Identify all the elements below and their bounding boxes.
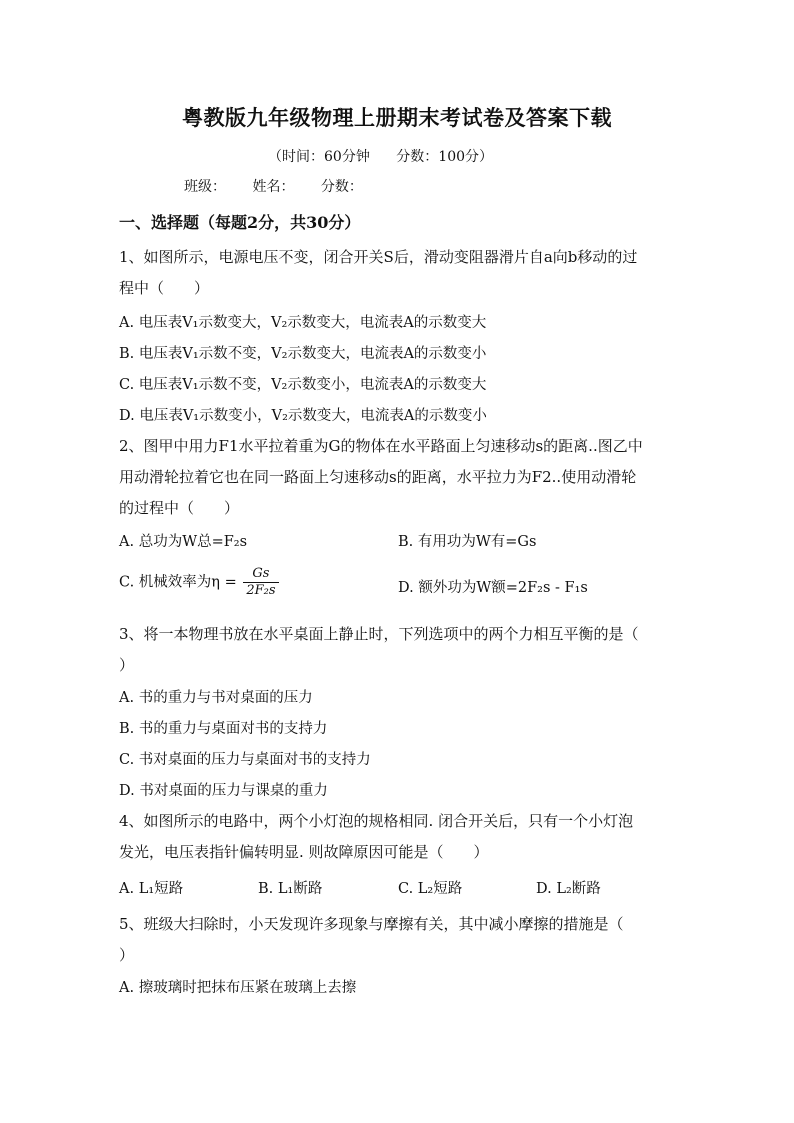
exam-time: （时间：60分钟 (268, 149, 370, 165)
question-2-line-1: 2、图甲中用力F1水平拉着重为G的物体在水平路面上匀速移动s的距离..图乙中 (119, 437, 643, 455)
fraction-denominator: 2F₂s (246, 583, 276, 598)
question-2-option-c (119, 566, 279, 599)
fraction-numerator: Gs (243, 566, 278, 583)
question-2-option-a: A. 总功为W总=F₂s (119, 534, 248, 550)
question-3-line-1: 3、将一本物理书放在水平桌面上静止时，下列选项中的两个力相互平衡的是（ (119, 625, 639, 643)
question-4-line-1: 4、如图所示的电路中，两个小灯泡的规格相同. 闭合开关后，只有一个小灯泡 (119, 812, 634, 830)
question-1-line-1: 1、如图所示，电源电压不变，闭合开关S后，滑动变阻器滑片自a向b移动的过 (119, 248, 638, 266)
class-label: 班级： (184, 179, 226, 195)
question-2-option-b: B. 有用功为W有=Gs (398, 534, 537, 550)
question-2-option-d: D. 额外功为W额=2F₂s - F₁s (398, 580, 588, 596)
student-info (184, 176, 385, 196)
score-label: 分数： (320, 179, 363, 195)
question-2-option-c-text: C. 机械效率为η = (119, 574, 237, 591)
question-2-line-3: 的过程中（ ） (119, 499, 240, 517)
question-5-line-2: ） (119, 946, 135, 964)
question-2-line-2: 用动滑轮拉着它也在同一路面上匀速移动s的距离，水平拉力为F2..使用动滑轮 (119, 468, 637, 486)
question-1-option-b: B. 电压表V₁示数不变，V₂示数变大，电流表A的示数变小 (119, 346, 487, 362)
question-5-option-a: A. 擦玻璃时把抹布压紧在玻璃上去擦 (119, 980, 357, 996)
efficiency-fraction (243, 566, 278, 599)
page-title: 粤教版九年级物理上册期末考试卷及答案下载 (182, 105, 612, 130)
question-4-option-d: D. L₂断路 (536, 881, 601, 897)
question-4-option-a: A. L₁短路 (119, 881, 184, 897)
question-1-line-2: 程中（ ） (119, 279, 210, 297)
exam-time-score (268, 146, 515, 166)
exam-total-score: 分数：100分） (396, 149, 494, 165)
question-1-option-c: C. 电压表V₁示数不变，V₂示数变小，电流表A的示数变大 (119, 377, 487, 393)
question-3-line-2: ） (119, 656, 135, 674)
question-1-option-d: D. 电压表V₁示数变小，V₂示数变大，电流表A的示数变小 (119, 408, 487, 424)
section-heading: 一、选择题（每题2分，共30分） (119, 213, 361, 232)
question-4-line-2: 发光，电压表指针偏转明显. 则故障原因可能是（ ） (119, 843, 489, 861)
question-3-option-b: B. 书的重力与桌面对书的支持力 (119, 721, 328, 737)
question-3-option-d: D. 书对桌面的压力与课桌的重力 (119, 783, 328, 799)
question-4-option-c: C. L₂短路 (398, 881, 463, 897)
name-label: 姓名： (252, 179, 295, 195)
question-4-option-b: B. L₁断路 (258, 881, 323, 897)
question-5-line-1: 5、班级大扫除时，小天发现许多现象与摩擦有关，其中减小摩擦的措施是（ (119, 915, 624, 933)
question-3-option-a: A. 书的重力与书对桌面的压力 (119, 690, 313, 706)
question-1-option-a: A. 电压表V₁示数变大，V₂示数变大，电流表A的示数变大 (119, 315, 487, 331)
question-3-option-c: C. 书对桌面的压力与桌面对书的支持力 (119, 752, 371, 768)
